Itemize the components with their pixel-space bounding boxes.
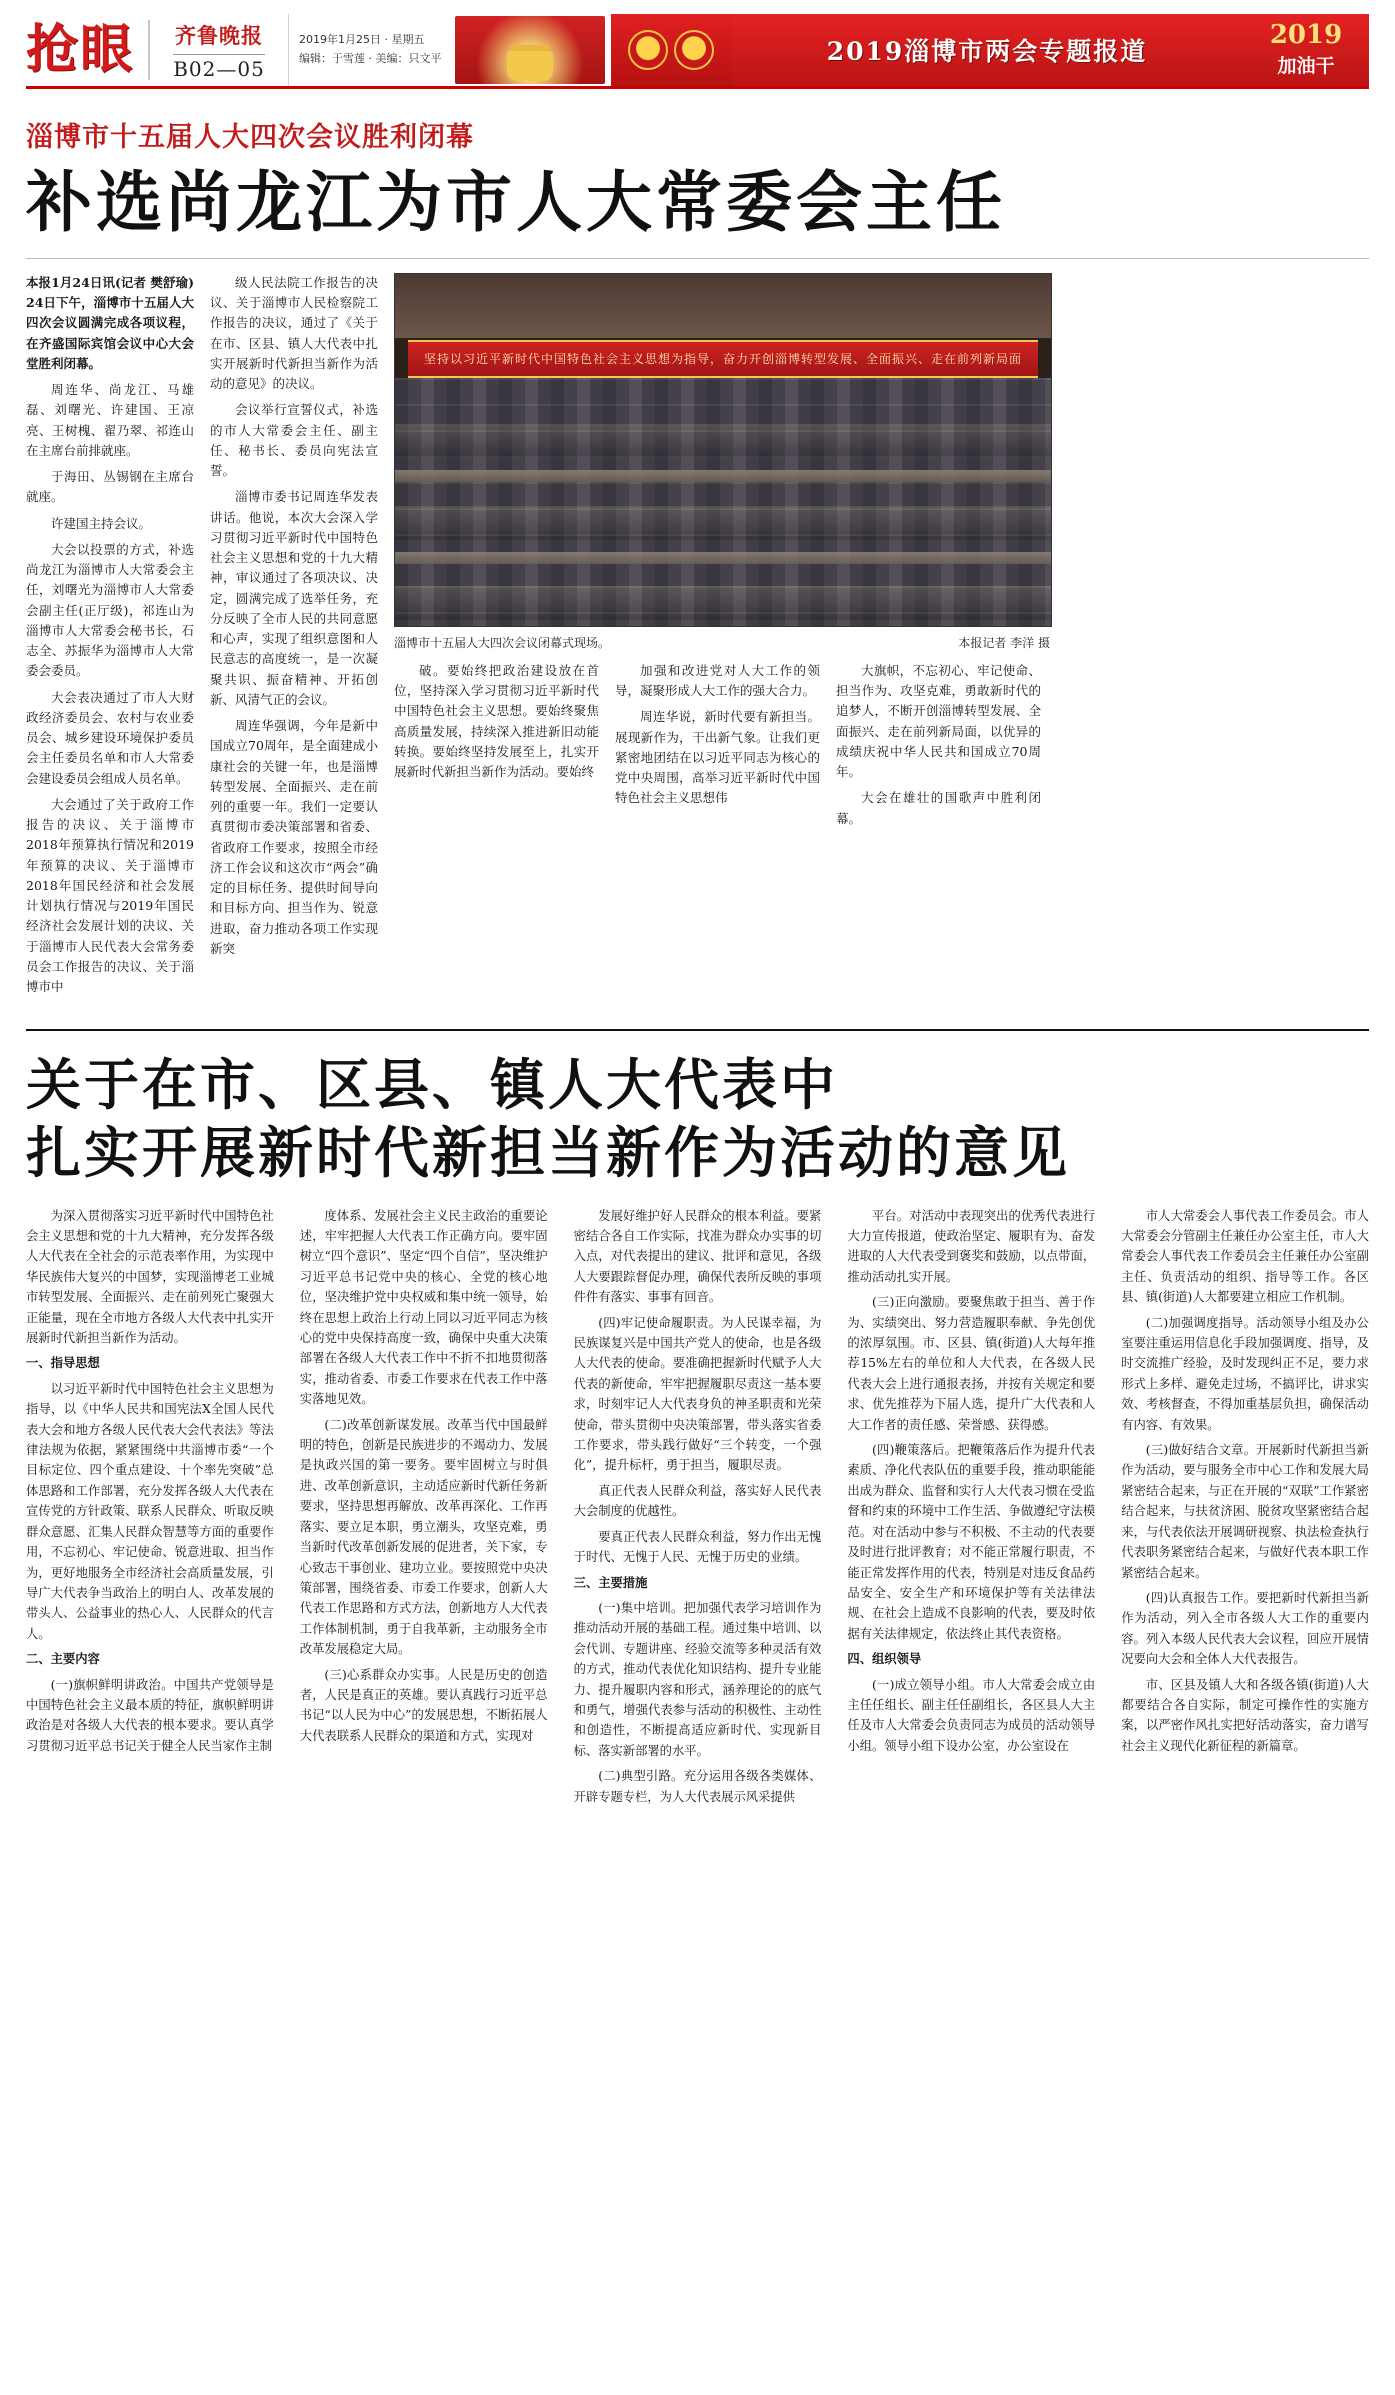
paragraph: 市人大常委会人事代表工作委员会。市人大常委会分管副主任兼任办公室主任，市人大常委会人事代表工作委员会主任兼任办公室副主任、负责活动的组织、指导等工作。各区县、镇(街道)人大都要建立相应工作机制。 [1121, 1208, 1369, 1305]
doc-column-2 [300, 1206, 548, 1812]
paragraph: (四)牢记使命履职责。为人民谋幸福，为民族谋复兴是中国共产党人的使命，也是各级人大代表的使命。要准确把握新时代赋予人大代表的新使命，牢牢把握履职尽责这一基本要求，时刻牢记人大代表身负的神圣职责和光荣使命，带头贯彻中央决策部署，带头落实省委工作要求，带头践行做好“三个转变，一个强化”，提升标杆，勇于担当，履职尽责。 [573, 1315, 822, 1473]
paragraph: (四)认真报告工作。要把新时代新担当新作为活动，列入全市各级人大工作的重要内容。列入本级人民代表大会议程，回应开展情况要向大会和全体人大代表报告。 [1121, 1590, 1369, 1667]
paragraph: 加强和改进党对人大工作的领导，凝聚形成人大工作的强大合力。 [615, 662, 820, 699]
main-headline: 补选尚龙江为市人大常委会主任 [26, 163, 1006, 241]
paragraph: (一)集中培训。把加强代表学习培训作为推动活动开展的基础工程。通过集中培训、以会代训、专题讲座、经验交流等多种灵活有效的方式，推动代表优化知识结构、提升专业能力、提升履职内容和形式，涵养理论的的底气和勇气，增强代表参与活动的积极性、主动性和创造性，不断提高适应新时代、实现新目标、落实新部署的水平。 [573, 1600, 822, 1758]
paragraph: 以习近平新时代中国特色社会主义思想为指导，以《中华人民共和国宪法X全国人民代表大会和地方各级人民代表大会代表法》等法律法规为依据，紧紧围绕中共淄博市委“一个目标定位、四个重点建设、十个率先突破”总体思路和工作部署，充分发挥各级人大代表在宣传党的方针政策、联系人民群众、听取反映群众意愿、汇集人民群众智慧等方面的重要作用，不忘初心、牢记使命、锐意进取、担当作为，更好地服务全市经济社会高质量发展，引导广大代表争当政治上的明白人、改革发展的带头人、公益事业的热心人、人民群众的代言人。 [26, 1381, 274, 1641]
masthead-divider [148, 20, 150, 80]
decorative-lantern-graphic [455, 16, 605, 84]
photo-row-highlight [395, 424, 1051, 458]
issue-editors: 编辑：于雪莲 · 美编：只文平 [299, 52, 442, 65]
photo-seat-row [395, 552, 1051, 564]
paragraph: 于海田、丛锡钢在主席台就座。 [26, 469, 194, 505]
section-heading: 二、主要内容 [26, 1651, 100, 1667]
paragraph: 要真正代表人民群众利益，努力作出无愧于时代、无愧于人民、无愧于历史的业绩。 [573, 1529, 822, 1565]
paragraph: 发展好维护好人民群众的根本利益。要紧密结合各自工作实际，找准为群众办实事的切入点，对代表提出的建议、批评和意见，各级人大要跟踪督促办理，确保代表所反映的事项件件有落实、事事有回音。 [573, 1208, 822, 1305]
issue-date: 2019年1月25日 · 星期五 [299, 33, 425, 47]
second-headline-line-1: 关于在市、区县、镇人大代表中 [26, 1052, 839, 1118]
doc-column-5 [1121, 1206, 1369, 1812]
masthead-brand [26, 14, 148, 86]
cppcc-emblem-icon [674, 30, 714, 70]
doc-column-1 [26, 1206, 274, 1812]
document-columns [26, 1206, 1369, 1812]
slogan-label: 加油干 [1277, 55, 1335, 77]
section-heading: 三、主要措施 [573, 1574, 648, 1590]
paragraph: (一)旗帜鲜明讲政治。中国共产党领导是中国特色社会主义最本质的特征，旗帜鲜明讲政治是对各级人大代表的根本要求。要认真学习贯彻习近平总书记关于健全人民当家作主制 [26, 1677, 274, 1753]
paragraph: 大会以投票的方式，补选尚龙江为淄博市人大常委会主任，刘曙光为淄博市人大常委会副主任(正厅级)，祁连山为淄博市人大常委会秘书长，石志全、苏振华为淄博市人大常委会委员。 [26, 541, 194, 679]
dateline: 本报1月24日讯(记者 樊舒瑜) 24日下午，淄博市十五届人大四次会议圆满完成各项议程，在齐盛国际宾馆会议中心大会堂胜利闭幕。 [26, 274, 207, 371]
paragraph: (三)心系群众办实事。人民是历史的创造者，人民是真正的英雄。要认真践行习近平总书记“以人民为中心”的发展思想，不断拓展人大代表联系人民群众的渠道和方式，实现对 [299, 1667, 548, 1743]
caption-credit: 本报记者 李洋 摄 [958, 635, 1050, 650]
paragraph: (一)成立领导小组。市人大常委会成立由主任任组长、副主任任副组长，各区县人大主任及市人大常委会负责同志为成员的活动领导小组。领导小组下设办公室，办公室设在 [847, 1677, 1096, 1753]
special-report-banner: 2019淄博市两会专题报道 [731, 14, 1243, 86]
emblem-circle-icon [628, 30, 668, 70]
kicker-headline: 淄博市十五届人大四次会议胜利闭幕 [26, 122, 474, 153]
paragraph: 真正代表人民群众利益，落实好人民代表大会制度的优越性。 [573, 1483, 822, 1519]
article-column-3 [394, 661, 599, 835]
second-headline [26, 1051, 1369, 1185]
photo-stage-banner: 坚持以习近平新时代中国特色社会主义思想为指导，奋力开创淄博转型发展、全面振兴、走在前列新局面 [408, 340, 1038, 378]
paragraph: 市、区县及镇人大和各级各镇(街道)人大都要结合各自实际，制定可操作性的实施方案，以严密作风扎实把好活动落实，奋力谱写社会主义现代化新征程的新篇章。 [1121, 1677, 1369, 1753]
paragraph: 淄博市委书记周连华发表讲话。他说，本次大会深入学习贯彻习近平新时代中国特色社会主义思想和党的十九大精神，审议通过了各项决议、决定，圆满完成了选举任务，充分反映了全市人民的共同意愿和心声，实现了组织意图和人民意志的高度统一，是一次凝聚共识、振奋精神、开拓创新、风清气正的会议。 [210, 489, 378, 707]
paragraph: 许建国主持会议。 [51, 515, 152, 531]
paragraph: (四)鞭策落后。把鞭策落后作为提升代表素质、净化代表队伍的重要手段，推动职能能出成为群众、监督和实行人大代表习惯在受监督和约束的环境中工作生活、争做遵纪守法模范。对在活动中参与不积极、不主动的代表要及时进行批评教育；对不能正常履行职责，不能正常发挥作用的代表，特别是对违反食品药品安全、安全生产和环境保护等有关法律法规、在社会上造成不良影响的代表，要及时依据有关法律规定，依法终止其代表资格。 [847, 1443, 1096, 1641]
second-headline-line-2: 扎实开展新时代新担当新作为活动的意见 [26, 1119, 1071, 1185]
section-divider [26, 1029, 1369, 1031]
paragraph: 级人民法院工作报告的决议、关于淄博市人民检察院工作报告的决议，通过了《关于在市、区县、镇人大代表中扎实开展新时代新担当新作为活动的意见》的决议。 [210, 274, 378, 392]
paragraph: 会议举行宣誓仪式，补选的市人大常委会主任、副主任、秘书长、委员向宪法宣誓。 [210, 402, 378, 479]
year-label: 2019 [1269, 20, 1343, 50]
paragraph: 大旗帜，不忘初心、牢记使命、担当作为、攻坚克难，勇敢新时代的追梦人，不断开创淄博转型发展、全面振兴、走在前列新局面，以优异的成绩庆祝中华人民共和国成立70周年。 [836, 662, 1041, 780]
year-slogan-block [1243, 14, 1369, 86]
paragraph: 度体系、发展社会主义民主政治的重要论述，牢牢把握人大代表工作正确方向。要牢固树立“四个意识”、坚定“四个自信”，坚决维护习近平总书记党中央的核心、全党的核心地位，坚决维护党中央权威和集中统一领导，始终在思想上政治上行动上同以习近平同志为核心的党中央保持高度一致，确保中央重大决策部署在各级人大代表工作中不折不扣地贯彻落实，推动省委、市委工作要求在代表工作中落实落地见效。 [299, 1208, 548, 1407]
photo-row-highlight [395, 506, 1051, 540]
article-column-2 [210, 273, 378, 965]
paragraph: (二)改革创新谋发展。改革当代中国最鲜明的特色，创新是民族进步的不竭动力、发展是执政兴国的第一要务。要牢固树立与时俱进、改革创新意识，主动适应新时代新任务新要求，坚持思想再解放、改革再深化、工作再落实、要立足本职，勇立潮头，攻坚克难，勇当新时代改革创新发展的促进者，关下家，专心致志干事创业、建功立业。要按照党中央决策部署，围绕省委、市委工作要求，创新人大代表工作思路和方式方法，创新地方人大代表工作体制机制，勇于自我革新，主动服务全市改革发展稳定大局。 [299, 1417, 548, 1657]
doc-column-4 [847, 1206, 1095, 1812]
paragraph: 周连华强调，今年是新中国成立70周年，是全面建成小康社会的关键一年，也是淄博转型发展、全面振兴、走在前列的重要一年。我们一定要认真贯彻市委决策部署和省委、省政府工作要求，按照全市经济工作会议和这次市“两会”确定的目标任务、提供时间导向和目标方向、担当作为、锐意进取，奋力推动各项工作实现新突 [210, 718, 378, 956]
paragraph: 大会在雄壮的国歌声中胜利闭幕。 [836, 790, 1041, 826]
section-heading: 四、组织领导 [847, 1651, 922, 1667]
paragraph: (三)做好结合文章。开展新时代新担当新作为活动，要与服务全市中心工作和发展大局紧密结合起来，与正在开展的“双联”工作紧密结合起来，与扶贫济困、脱贫攻坚紧密结合起来，与代表依法开展调研视察、执法检查执行代表职务紧密结合起来，与做好代表本职工作紧密结合起来。 [1121, 1443, 1369, 1580]
headline-rule [26, 258, 1369, 259]
doc-column-3 [574, 1206, 822, 1812]
paragraph: 大会表决通过了市人大财政经济委员会、农村与农业委员会、城乡建设环境保护委员会主任委员名单和市人大常委会建设委员会组成人员名单。 [26, 689, 194, 786]
paragraph: 为深入贯彻落实习近平新时代中国特色社会主义思想和党的十九大精神，充分发挥各级人大代表在全社会的示范表率作用，为实现中华民族伟大复兴的中国梦，实现淄博老工业城市转型发展、全面振兴、走在前列死亡聚强大正能量，现在全市地方各级人大代表中扎实开展新时代新担当新作为活动。 [26, 1208, 274, 1346]
paragraph: 大会通过了关于政府工作报告的决议、关于淄博市2018年预算执行情况和2019年预算的决议、关于淄博市2018年国民经济和社会发展计划执行情况与2019年国民经济社会发展计划的决议、关于淄博市人民代表大会常务委员会工作报告的决议、关于淄博市中 [26, 796, 194, 995]
paragraph: 周连华、尚龙江、马雄磊、刘曙光、许建国、王凉亮、王树槐、翟乃翠、祁连山在主席台前排就座。 [26, 382, 194, 458]
paragraph: (三)正向激励。要聚焦敢于担当、善于作为、实绩突出、努力营造履职奉献、争先创优的浓厚氛围。市、区县、镇(街道)人大每年推荐15%左右的单位和人大代表，在各级人民代表大会上进行通报表扬，并按有关规定和要求、优先推荐为下届人选，提升广大代表和人大工作者的责任感、荣誉感、获得感。 [847, 1295, 1096, 1432]
paragraph: (二)典型引路。充分运用各级各类媒体、开辟专题专栏，为人大代表展示风采提供 [573, 1769, 822, 1804]
section-heading: 一、指导思想 [26, 1355, 100, 1371]
paragraph: 周连华说，新时代要有新担当。展现新作为，干出新气象。让我们更紧密地团结在以习近平同志为核心的党中央周围，高举习近平新时代中国特色社会主义思想伟 [615, 709, 820, 806]
photo-ceiling [395, 274, 1051, 338]
paragraph: (二)加强调度指导。活动领导小组及办公室要注重运用信息化手段加强调度、指导，及时交流推广经验，及时发现纠正不足，要力求形式上多样、避免走过场，不搞评比，讲求实效、考核督查，不得加重基层负担，确保活动有内容、有效果。 [1121, 1315, 1369, 1432]
below-photo-columns [394, 661, 1050, 835]
page-code: B02—05 [173, 54, 265, 81]
paragraph: 破。要始终把政治建设放在首位，坚持深入学习贯彻习近平新时代中国特色社会主义思想。要始终聚焦高质量发展，持续深入推进新旧动能转换。要始终坚持发展至上，扎实开展新时代新担当新作为活动。要始终 [394, 662, 599, 780]
masthead [26, 14, 1369, 89]
caption-text: 淄博市十五届人大四次会议闭幕式现场。 [394, 635, 611, 650]
paper-name: 齐鲁晚报 [175, 22, 264, 48]
paragraph: 平台。对活动中表现突出的优秀代表进行大力宣传报道，使政治坚定、履职有为、奋发进取的人大代表受到褒奖和鼓励，以点带面，推动活动扎实开展。 [847, 1208, 1096, 1284]
brand-title: 抢眼 [26, 20, 135, 80]
paper-identity [160, 14, 288, 86]
national-emblem-icon [611, 14, 731, 86]
article-column-5 [836, 661, 1041, 835]
photo-row-highlight [395, 586, 1051, 620]
photo-caption [394, 627, 1050, 651]
photo-seat-row [395, 470, 1051, 482]
article-column-4 [615, 661, 820, 835]
article-column-1 [26, 273, 207, 1004]
top-article-block [26, 273, 1369, 1004]
lead-photo-block [394, 273, 1050, 835]
lead-photo [394, 273, 1052, 627]
issue-meta [288, 14, 449, 86]
